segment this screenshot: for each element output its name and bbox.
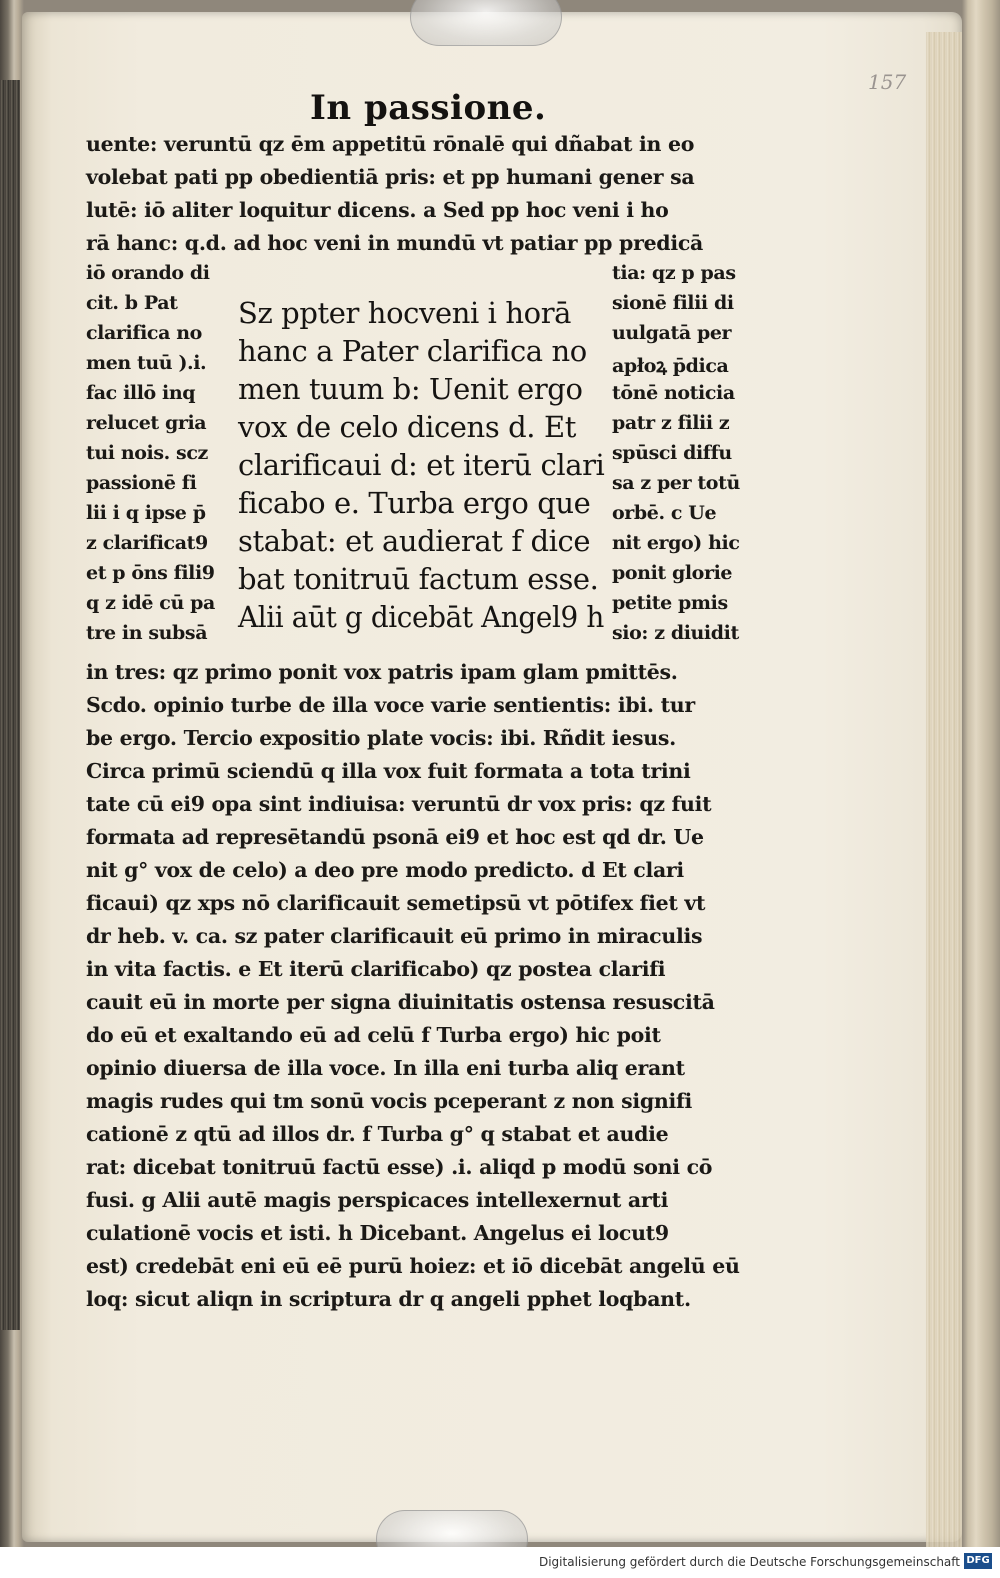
folio-number: 157: [868, 70, 907, 94]
left-column-line: q z idē cū pa: [86, 592, 215, 614]
text-line: cationē z qtū ad illos dr. f Turba g° q stabat et audie: [86, 1122, 669, 1146]
right-column-line: tōnē noticia: [612, 382, 735, 404]
text-line: est) credebāt eni eū eē purū hoiez: et iō dicebāt angelū eū: [86, 1254, 740, 1278]
gospel-text-line: vox de celo dicens d. Et: [238, 410, 576, 444]
gospel-text-line: ficabo e. Turba ergo que: [238, 486, 591, 520]
text-line: opinio diuersa de illa voce. In illa eni turba aliq erant: [86, 1056, 685, 1080]
left-column-line: fac illō inq: [86, 382, 196, 404]
right-column-line: sio: z diuidit: [612, 622, 739, 644]
text-line: fusi. g Alii autē magis perspicaces intellexernut arti: [86, 1188, 669, 1212]
right-column-line: sionē filii di: [612, 292, 734, 314]
left-column-line: lii i q ipse p̄: [86, 502, 206, 524]
text-line: nit g° vox de celo) a deo pre modo predicto. d Et clari: [86, 858, 684, 882]
left-column-line: iō orando di: [86, 262, 210, 284]
left-column-line: et p ōns fili9: [86, 562, 215, 584]
gospel-text-line: Sz ppter hocveni i horā: [238, 296, 572, 330]
gospel-text-line: hanc a Pater clarifica no: [238, 334, 587, 368]
text-line: volebat pati pp obedientiā pris: et pp humani gener sa: [86, 165, 695, 189]
text-line: rat: dicebat tonitruū factū esse) .i. aliqd p modū soni cō: [86, 1155, 713, 1179]
text-line: be ergo. Tercio expositio plate vocis: ibi. Rñdit iesus.: [86, 726, 676, 750]
right-column-line: ponit glorie: [612, 562, 733, 584]
left-column-line: tui nois. scz: [86, 442, 208, 464]
page-edges: [926, 32, 962, 1552]
right-column-line: spūsci diffu: [612, 442, 732, 464]
text-line: cauit eū in morte per signa diuinitatis ostensa resuscitā: [86, 990, 715, 1014]
digitization-footer: [0, 1547, 1000, 1578]
text-line: ficaui) qz xps nō clarificauit semetipsū vt pōtifex fiet vt: [86, 891, 706, 915]
text-line: lutē: iō aliter loquitur dicens. a Sed pp hoc veni i ho: [86, 198, 669, 222]
gospel-text-line: Alii aūt g dicebāt Angel9 h: [238, 600, 604, 634]
right-column-line: tia: qz p pas: [612, 262, 736, 284]
text-line: dr heb. v. ca. sz pater clarificauit eū primo in miraculis: [86, 924, 703, 948]
text-line: Circa primū sciendū q illa vox fuit formata a tota trini: [86, 759, 691, 783]
right-column-line: sa z per totū: [612, 472, 740, 494]
right-column-line: petite pmis: [612, 592, 728, 614]
text-line: in vita factis. e Et iterū clarificabo) qz postea clarifi: [86, 957, 666, 981]
text-line: in tres: qz primo ponit vox patris ipam glam pmittēs.: [86, 660, 678, 684]
text-line: tate cū ei9 opa sint indiuisa: veruntū dr vox pris: qz fuit: [86, 792, 712, 816]
text-line: uente: veruntū qz ēm appetitū rōnalē qui dñabat in eo: [86, 132, 695, 156]
gospel-text-line: men tuum b: Uenit ergo: [238, 372, 583, 406]
left-column-line: men tuū ).i.: [86, 352, 207, 374]
right-column-line: orbē. c Ue: [612, 502, 717, 524]
text-line: culationē vocis et isti. h Dicebant. Angelus ei locut9: [86, 1221, 669, 1245]
left-column-line: z clarificat9: [86, 532, 208, 554]
right-column-line: uulgatā per: [612, 322, 732, 344]
text-line: formata ad represētandū psonā ei9 et hoc est qd dr. Ue: [86, 825, 704, 849]
left-page-stack: [0, 80, 20, 1330]
text-line: loq: sicut aliqn in scriptura dr q angeli pphet loqbant.: [86, 1287, 691, 1311]
dfg-logo: DFG: [964, 1553, 992, 1569]
left-column-line: relucet gria: [86, 412, 207, 434]
gospel-text-line: clarificaui d: et iterū clari: [238, 448, 605, 482]
text-line: Scdo. opinio turbe de illa voce varie sentientis: ibi. tur: [86, 693, 695, 717]
gospel-text-line: bat tonitruū factum esse.: [238, 562, 599, 596]
right-column-line: nit ergo) hic: [612, 532, 740, 554]
page-clip-top: [410, 0, 562, 46]
text-line: rā hanc: q.d. ad hoc veni in mundū vt patiar pp predicā: [86, 231, 703, 255]
left-column-line: clarifica no: [86, 322, 202, 344]
left-column-line: cit. b Pat: [86, 292, 178, 314]
left-column-line: passionē fi: [86, 472, 197, 494]
gospel-text-line: stabat: et audierat f dice: [238, 524, 591, 558]
text-line: magis rudes qui tm sonū vocis pceperant z non signifi: [86, 1089, 692, 1113]
funding-credit: Digitalisierung gefördert durch die Deutsche Forschungsgemeinschaft: [538, 1555, 960, 1569]
right-column-line: patr z filii z: [612, 412, 730, 434]
right-column-line: apłoꝝ p̄dica: [612, 355, 729, 377]
left-column-line: tre in subsā: [86, 622, 208, 644]
text-line: do eū et exaltando eū ad celū f Turba ergo) hic poit: [86, 1023, 661, 1047]
running-head: In passione.: [310, 88, 547, 128]
